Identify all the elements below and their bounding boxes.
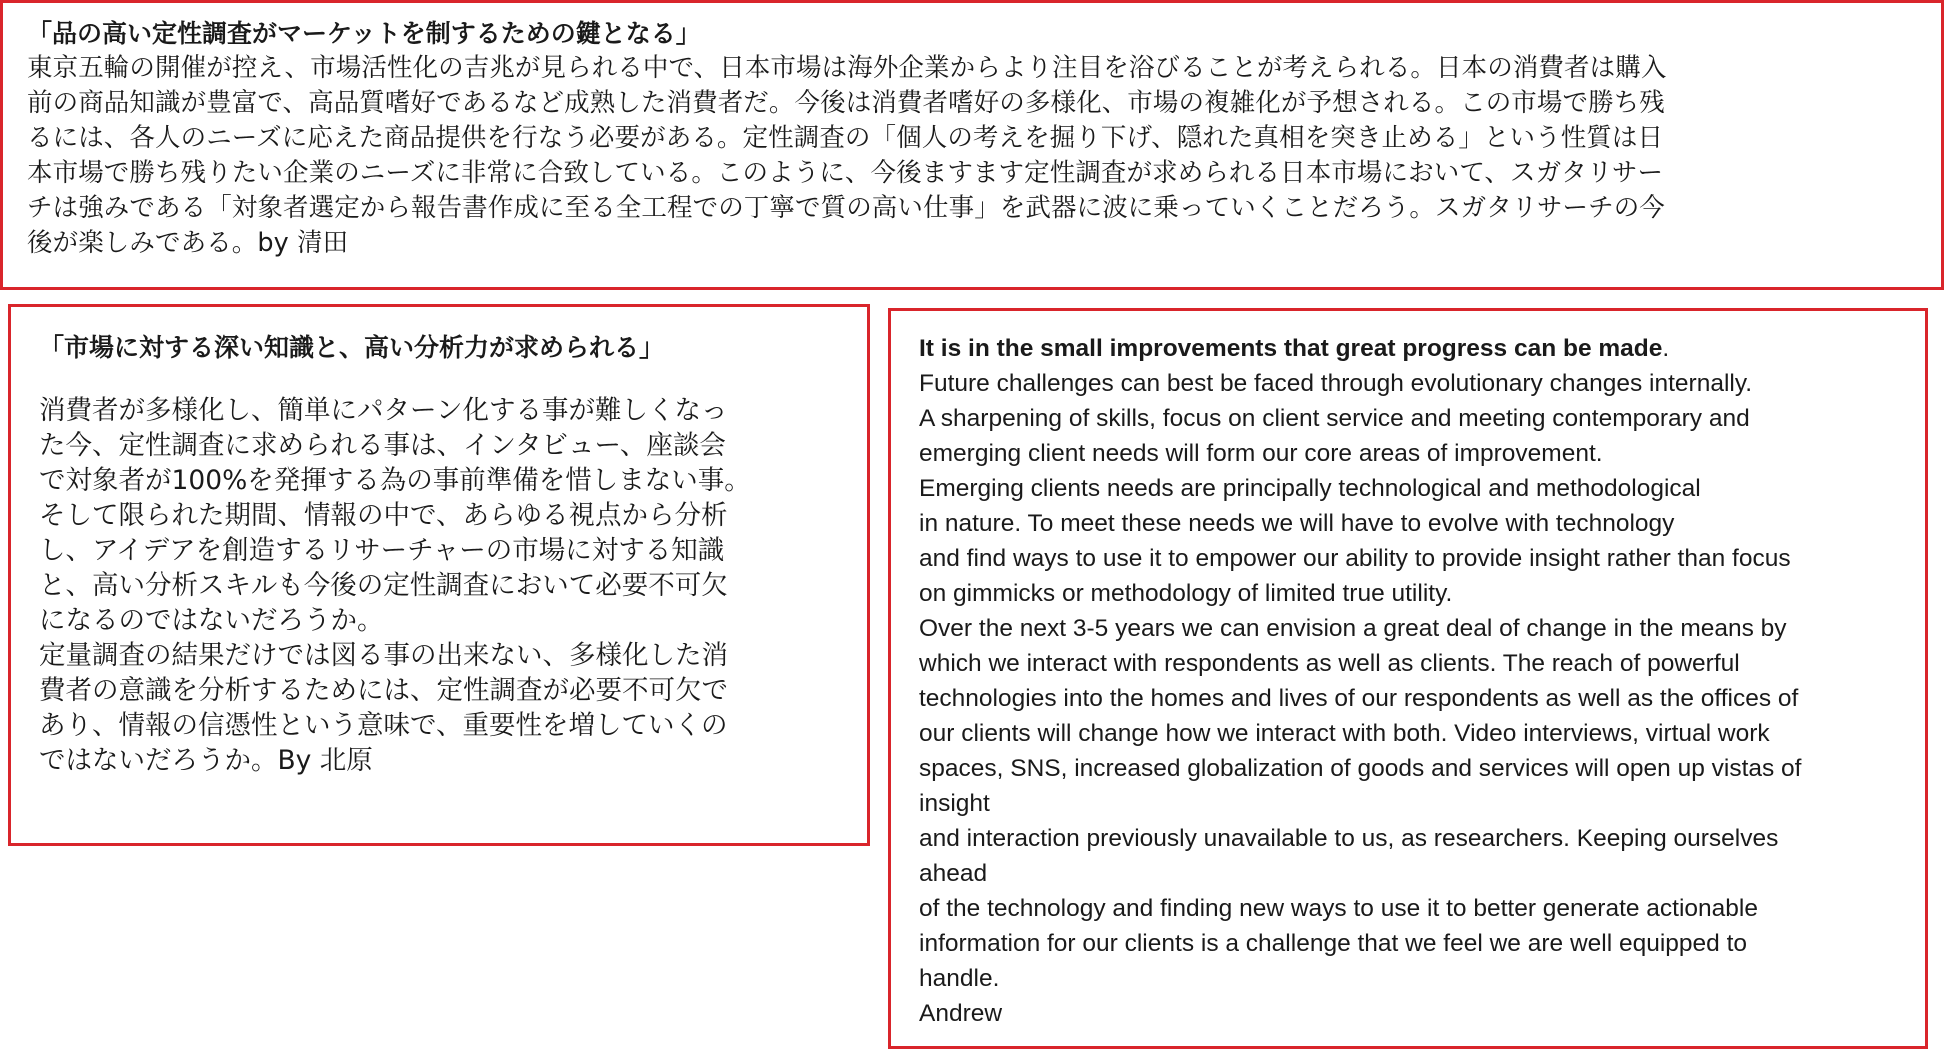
- right-article-line: which we interact with respondents as well as clients. The reach of powerful: [919, 650, 1740, 677]
- right-article-line: ahead: [919, 860, 988, 887]
- right-article-signature: Andrew: [919, 1000, 1003, 1027]
- top-article-box: [0, 0, 1944, 290]
- right-article-title: [919, 331, 1911, 366]
- left-article-line: と、高い分析スキルも今後の定性調査において必要不可欠: [39, 570, 728, 601]
- right-article-line: insight: [919, 790, 990, 817]
- right-article-line: Over the next 3-5 years we can envision a great deal of change in the means by: [919, 615, 1787, 642]
- top-article-line: 本市場で勝ち残りたい企業のニーズに非常に合致している。このように、今後ますます定性調査が求められる日本市場において、スガタリサー: [27, 158, 1664, 188]
- top-article-line: 東京五輪の開催が控え、市場活性化の吉兆が見られる中で、日本市場は海外企業からより注目を浴びることが考えられる。日本の消費者は購入: [27, 53, 1667, 83]
- left-article-line: あり、情報の信憑性という意味で、重要性を増していくの: [39, 710, 728, 741]
- top-article-body: [27, 51, 1917, 261]
- right-article-line: handle.: [919, 965, 1000, 992]
- right-article-line: on gimmicks or methodology of limited true utility.: [919, 580, 1453, 607]
- left-article-title: 「市場に対する深い知識と、高い分析力が求められる」: [39, 333, 665, 362]
- top-article-line: 前の商品知識が豊富で、高品質嗜好であるなど成熟した消費者だ。今後は消費者嗜好の多様化、市場の複雑化が予想される。この市場で勝ち残: [27, 88, 1665, 118]
- left-article-line: 定量調査の結果だけでは図る事の出来ない、多様化した消: [39, 640, 728, 671]
- right-article-line: Emerging clients needs are principally technological and methodological: [919, 475, 1701, 502]
- top-article-line: るには、各人のニーズに応えた商品提供を行なう必要がある。定性調査の「個人の考えを掘り下げ、隠れた真相を突き止める」という性質は日: [27, 123, 1664, 153]
- left-article-line: し、アイデアを創造するリサーチャーの市場に対する知識: [39, 535, 725, 566]
- left-article-line: 費者の意識を分析するためには、定性調査が必要不可欠で: [39, 675, 728, 706]
- right-article-line: emerging client needs will form our core areas of improvement.: [919, 440, 1603, 467]
- right-article-line: technologies into the homes and lives of our respondents as well as the offices of: [919, 685, 1799, 712]
- left-article-line: そして限られた期間、情報の中で、あらゆる視点から分析: [39, 500, 728, 531]
- left-article-line: で対象者が100%を発揮する為の事前準備を惜しまない事。: [39, 465, 751, 496]
- right-article-title-period: .: [1662, 335, 1670, 362]
- right-article-line: A sharpening of skills, focus on client service and meeting contemporary and: [919, 405, 1750, 432]
- left-article-line: 消費者が多様化し、簡単にパターン化する事が難しくなっ: [39, 395, 728, 426]
- right-article-line: and interaction previously unavailable to us, as researchers. Keeping ourselves: [919, 825, 1779, 852]
- right-article-line: spaces, SNS, increased globalization of goods and services will open up vistas of: [919, 755, 1802, 782]
- left-article-line: になるのではないだろうか。: [39, 605, 384, 636]
- top-article-line: 後が楽しみである。by 清田: [27, 228, 349, 258]
- top-article-title: 「品の高い定性調査がマーケットを制するための鍵となる」: [27, 19, 701, 48]
- right-article-body: [919, 331, 1911, 1031]
- right-article-line: Future challenges can best be faced through evolutionary changes internally.: [919, 370, 1753, 397]
- left-article-line: ではないだろうか。By 北原: [39, 745, 373, 776]
- top-article-line: チは強みである「対象者選定から報告書作成に至る全工程での丁寧で質の高い仕事」を武器に波に乗っていくことだろう。スガタリサーチの今: [27, 193, 1665, 223]
- left-article-box: [8, 304, 870, 846]
- right-article-line: information for our clients is a challenge that we feel we are well equipped to: [919, 930, 1748, 957]
- left-article-line: た今、定性調査に求められる事は、インタビュー、座談会: [39, 430, 726, 461]
- right-article-box: [888, 308, 1928, 1049]
- right-article-title-text: It is in the small improvements that great progress can be made: [919, 335, 1663, 362]
- right-article-line: and find ways to use it to empower our ability to provide insight rather than focus: [919, 545, 1791, 572]
- right-article-line: of the technology and finding new ways to use it to better generate actionable: [919, 895, 1759, 922]
- right-article-line: in nature. To meet these needs we will have to evolve with technology: [919, 510, 1675, 537]
- right-article-line: our clients will change how we interact with both. Video interviews, virtual work: [919, 720, 1770, 747]
- left-article-body: [39, 393, 841, 778]
